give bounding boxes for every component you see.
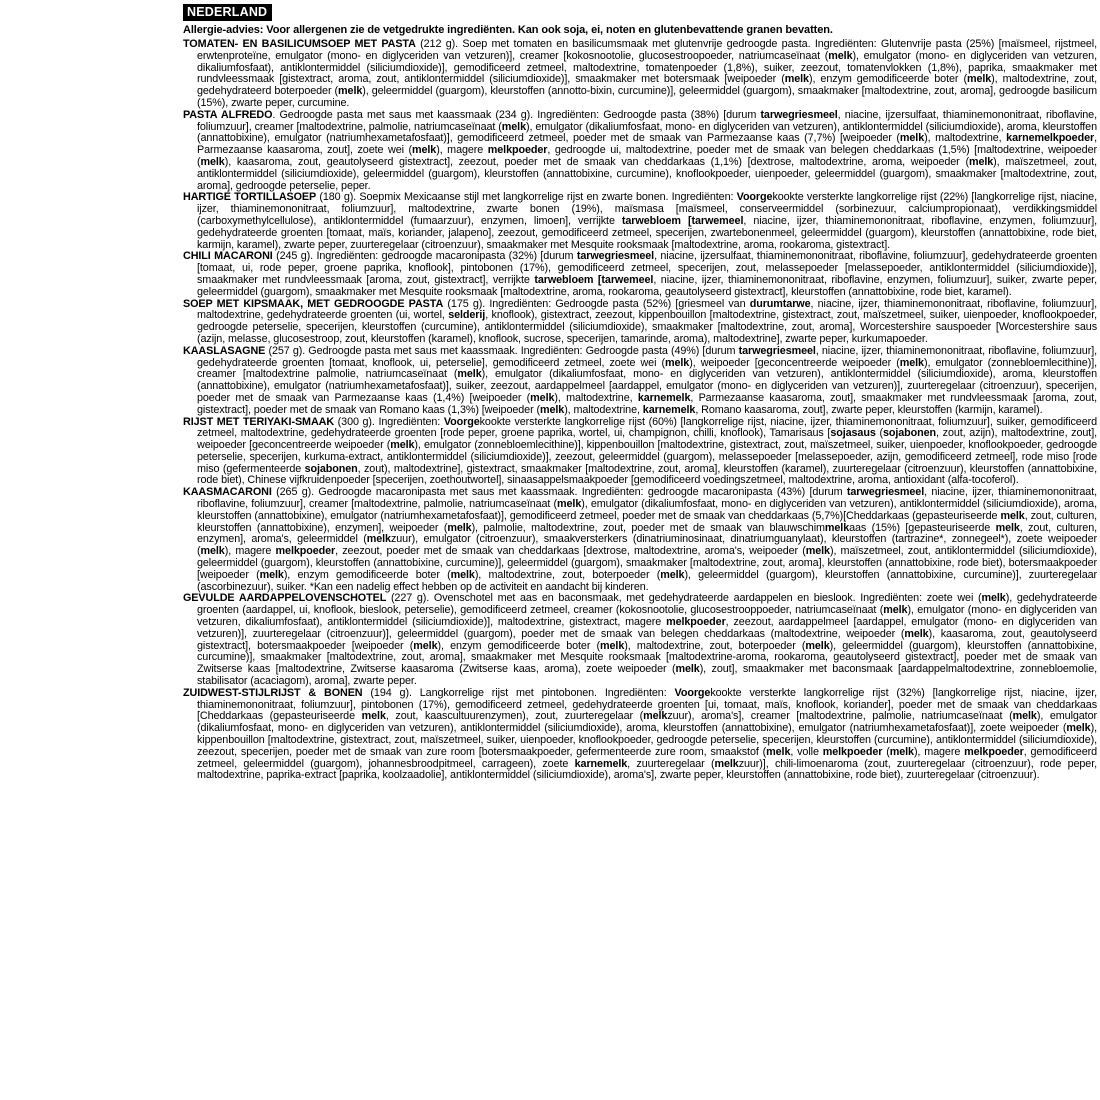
- product-name: CHILI MACARONI: [183, 250, 273, 263]
- product-ingredients: (245 g). Ingrediënten: gedroogde macaronipasta (32%) [durum tarwegriesmeel, niacine, ijzersulfaat, thiaminemononitraat, riboflavine, foliumzuur], gedehydrateerde groenten [tomaat, ui, rode peper, groene paprika, knoflook], pintobonen (17%), gemodificeerd zetmeel, specerijen, zout, melassepoeder [melassepoeder, antiklontermiddel (siliciumdioxide)], smaakmaker met rundvleessmaak [aroma, zout, gistextract], verrijkte tarwebloem [tarwemeel, niacine, ijzer, thiaminemononitraat, riboflavine, enzymen, foliumzuur], suiker, zwarte peper, geleermiddel (guargom), smaakmaker met Mesquite rooksmaak [maltodextrine, aroma, rookaroma, geautolyseerd gistextract], kleurstoffen (annattobixine, rode biet, karamel).: [197, 250, 1098, 298]
- product-ingredients: (175 g). Ingrediënten: Gedroogde pasta (52%) [griesmeel van durumtarwe, niacine, ijzer, thiaminemononitraat, riboflavine, foliumzuur], maltodextrine, gedehydrateerde groenten (ui, wortel, selderij, knoflook), gistextract, zeezout, kippenbouillon [maltodextrine, gistextract, zout, maïszetmeel, suiker, uienpoeder, knoflookpoeder, gedroogde peterselie, specerijen, kleurstoffen (curcumine), antiklontermiddel (siliciumdioxide), smaakmaker [maltodextrine, zout, aroma], Worcestershire sauspoeder [Worcestershire saus (azijn, melasse, glucosestroop, zout, kleurstoffen (karamel), knoflook, sucrose, specerijen, tamarinde, aroma), maltodextrine], zwarte peper, kurkumapoeder.: [197, 297, 1098, 345]
- product-ingredients: (265 g). Gedroogde macaronipasta met saus met kaassmaak. Ingrediënten: gedroogde macaronipasta (43%) [durum tarwegriesmeel, niacine, ijzer, thiaminemononitraat, riboflavine, foliumzuur], creamer [maltodextrine, palmolie, natriumcaseïnaat (melk), emulgator (dikaliumfosfaat, mono- en diglyceriden van vetzuren), antiklontermiddel (siliciumdioxide), aroma, kleurstoffen (annattobixine), emulgator (natriumhexametafosfaat)], gemodificeerd zetmeel, poeder met de smaak van cheddarkaas (5,7%)[Cheddarkaas (gepasteuriseerde melk, zout, culturen, kleurstoffen (annattobixine), enzymen], weipoeder (melk), palmolie, maltodextrine, zout, poeder met de smaak van blauwschimmelkaas (15%) [gepasteuriseerde melk, zout, culturen, enzymen], aroma's, geleermiddel (melkzuur), emulgator (citroenzuur), smaakversterkers (dinatriuminosinaat, dinatriumguanylaat), kleurstoffen (tartrazine*, zonnegeel*), zoete weipoeder (melk), magere melkpoeder, zeezout, poeder met de smaak van cheddarkaas [dextrose, maltodextrine, aroma's, weipoeder (melk), maïszetmeel, zout, antiklontermiddel (siliciumdioxide), geleermiddel (guargom), kleurstoffen (annattobixine, curcumine)], geleermiddel (guargom), smaakmaker [maltodextrine, zout, aroma], kleurstoffen (annattobixine, rode biet), botersmaakpoeder [weipoeder (melk), enzym gemodificeerde boter (melk), maltodextrine, zout, boterpoeder (melk), geleermiddel (guargom), kleurstoffen (annattobixine, curcumine)], zuurteregelaar (ascorbinezuur), suiker. *Kan een nadelig effect hebben op de activiteit en aandacht bij kinderen.: [197, 486, 1098, 593]
- product-section: [183, 110, 1097, 193]
- product-section: [183, 346, 1097, 417]
- product-section: [183, 299, 1097, 346]
- allergy-notice: Allergie-advies: Voor allergenen zie de vetgedrukte ingrediënten. Kan ook soja, ei, noten en glutenbevattende granen bevatten.: [183, 24, 833, 36]
- product-section: [183, 417, 1097, 488]
- product-name: SOEP MET KIPSMAAK, MET GEDROOGDE PASTA: [183, 297, 444, 310]
- product-name: HARTIGE TORTILLASOEP: [183, 191, 317, 204]
- product-section: [183, 251, 1097, 298]
- product-ingredients: (212 g). Soep met tomaten en basilicumsmaak met glutenvrije gedroogde pasta. Ingrediënten: Glutenvrije pasta (25%) [maïsmeel, rijstmeel, erwtenproteïne, emulgator (mono- en diglyceriden van vetzuren)], creamer [kokosnootolie, glucosestroopoeder, natriumcaseïnaat (melk), emulgator (mono- en diglyceriden van vetzuren, dikaliumfosfaat), antiklontermiddel (siliciumdioxide)], gemodificeerd zetmeel, maltodextrine, tomatenpoeder (1,8%), suiker, zeezout, tomatenvlokken (1,8%), paprika, smaakmaker met rundvleessmaak [gistextract, aroma, zout, antiklontermiddel (siliciumdioxide)], smaakmaker met botersmaak [weipoeder (melk), enzym gemodificeerde boter (melk), maltodextrine, zout, gedehydrateerd boterpoeder (melk), geleermiddel (guargom), kleurstoffen (annotto-bixin, curcumine)], geleermiddel (guargom), smaakmaker [maltodextrine, zout, aroma], gedroogde basilicum (15%), zwarte peper, curcumine.: [197, 38, 1098, 109]
- product-name: ZUIDWEST-STIJLRIJST & BONEN: [183, 686, 363, 699]
- product-ingredients: (300 g). Ingrediënten: Voorgekookte versterkte langkorrelige rijst (60%) [langkorrelige rijst, niacine, ijzer, thiaminemononitraat, foliumzuur], suiker, gemodificeerd zetmeel, maltodextrine, gedehydrateerde groenten [rode peper, groene paprika, wortel, ui, champignon, chilli, knoflook), Tamarisaus [sojasaus (sojabonen, zout, azijn), maltodextrine, zout], weipoeder [geconcentreerde weipoeder (melk), emulgator (zonnebloemlecithine)], kippenbouillon [maltodextrine, gistextract, zout, maïszetmeel, suiker, uienpoeder, knoflookpoeder, gedroogde peterselie, specerijen, kurkuma-extract, antiklontermiddel (siliciumdioxide)], zeezout, geleermiddel (guargom), melassepoeder [melassepoeder, azijn, gemodificeerd zetmeel], rode miso [rode miso (gefermenteerde sojabonen, zout), maltodextrine], gistextract, smaakmaker [maltodextrine, zout, aroma], kleurstoffen (karamel), zuurteregelaar (citroenzuur), kleurstoffen (annattobixine, rode biet), Chinese vijfkruidenpoeder [specerijen, zoethoutwortel], sinaasappelsmaakpoeder [gemodificeerd voedingszetmeel, maltodextrine, aroma, antioxidant (alfa-tocoferol).: [197, 415, 1098, 487]
- product-section: [183, 688, 1097, 782]
- product-ingredients: (257 g). Gedroogde pasta met saus met kaassmaak. Ingrediënten: Gedroogde pasta (49%) [durum tarwegriesmeel, niacine, ijzer, thiaminemononitraat, riboflavine, foliumzuur], gedehydrateerde groenten [tomaat, knoflook, ui, peterselie], gemodificeerd zetmeel, zoete wei (melk), weipoeder [geconcentreerde weipoeder (melk), emulgator (zonnebloemlecithine)], creamer [maltodextrine palmolie, natriumcaseïnaat (melk), emulgator (dikaliumfosfaat, mono- en diglyceriden van vetzuren), antiklontermiddel (siliciumdioxide), aroma, kleurstoffen (annattobixine), emulgator (natriumhexametafosfaat)], suiker, zeezout, aardappelmeel [aardappel, emulgator (mono- en diglyceriden van vetzuren)], zuurteregelaar (citroenzuur), specerijen, poeder met de smaak van Parmezaanse kaas (1,4%) [weipoeder (melk), maltodextrine, karnemelk, Parmezaanse kaasaroma, zout], smaakmaker met rundvleessmaak [aroma, zout, gistextract], poeder met de smaak van Romano kaas (1,3%) [weipoeder (melk), maltodextrine, karnemelk, Romano kaasaroma, zout], zwarte peper, kleurstoffen (karmijn, karamel).: [197, 344, 1097, 416]
- product-ingredients: (194 g). Langkorrelige rijst met pintobonen. Ingrediënten: Voorgekookte versterkte langkorrelige rijst (32%) [langkorrelige rijst, niacine, ijzer, thiaminemononitraat, foliumzuur], pintobonen (17%), gemodificeerd zetmeel, gedehydrateerde groenten [ui, tomaat, maïs, knoflook, koriander], poeder met de smaak van cheddarkaas [Cheddarkaas (gepasteuriseerde melk, zout, kaascultuurenzymen), zout, zuurteregelaar (melkzuur), aroma's], creamer [maltodextrine, palmolie, natriumcaseïnaat (melk), emulgator (dikaliumfosfaat, mono- en diglyceriden van vetzuren), antiklontermiddel (siliciumdioxide), aroma, kleurstoffen (annattobixine), emulgator (natriumhexametafosfaat)], zoete weipoeder (melk), kippenbouillon [maltodextrine, gistextract, zout, maïszetmeel, suiker, uienpoeder, knoflookpoeder, gedroogde peterselie, specerijen, kleurstoffen (curcumine), antiklontermiddel (siliciumdioxide), zeezout, specerijen, poeder met de smaak van zure room [botersmaakpoeder, gefermenteerde zure room, smaakstof (melk, volle melkpoeder (melk), magere melkpoeder, gemodificeerd zetmeel, geleermiddel (guargom), johannesbroodpitmeel, carrageen), zoete karnemelk, zuurteregelaar (melkzuur)], chili-limoenaroma (zout, zuurteregelaar (citroenzuur), rode peper, maltodextrine, paprika-extract [paprika, koolzaadolie], antiklontermiddel (siliciumdioxide), aroma's], zwarte peper, kleurstoffen (annattobixine, rode biet), zuurteregelaar (citroenzuur).: [197, 686, 1098, 782]
- product-name: PASTA ALFREDO: [183, 108, 273, 121]
- product-name: KAASMACARONI: [183, 486, 272, 499]
- product-name: KAASLASAGNE: [183, 344, 266, 357]
- product-section: [183, 192, 1097, 251]
- product-name: TOMATEN- EN BASILICUMSOEP MET PASTA: [183, 38, 416, 50]
- product-ingredients: (227 g). Ovenschotel met aas en baconsmaak, met gedehydrateerde aardappelen en bieslook. Ingrediënten: zoete wei (melk), gedehydrateerde groenten (aardappel, ui, knoflook, bieslook, peterselie), gemodificeerd zetmeel, creamer (kokosnootolie, glucosestrooppoeder, natriumcaseïnaat (melk), emulgator (mono- en diglyceriden van vetzuren, dikaliumfosfaat), antiklontermiddel (siliciumdioxide)], maltodextrine, gistextract, magere melkpoeder, zeezout, aardappelmeel [aardappel, emulgator (mono- en diglyceriden van vetzuren)], zuurteregelaar (citroenzuur)], geleermiddel (guargom), poeder met de smaak van belegen cheddarkaas (maltodextrine, weipoeder (melk), kaasaroma, zout, geautolyseerd gistextract], botersmaakpoeder [weipoeder (melk), enzym gemodificeerde boter (melk), maltodextrine, zout, boterpoeder (melk), geleermiddel (guargom), kleurstoffen (annattobixine, curcumine)], smaakmaker [maltodextrine, zout, aroma], smaakmaker met Mesquite rooksmaak [maltodextrine-aroma, rookaroma, geautolyseerd gistextract], poeder met de smaak van Zwitserse kaas [maltodextrine, Zwitserse kaasaroma (Zwitserse kaas, aroma), zoete weipoeder (melk), zout], smaakmaker met baconsmaak [aardappelmaltodextrine, zonnebloemolie, stabilisator (acaciagom), aroma], zwarte peper.: [197, 592, 1098, 688]
- country-badge-row: [183, 3, 1097, 21]
- ingredient-label: [183, 3, 1097, 782]
- product-ingredients: . Gedroogde pasta met saus met kaassmaak (234 g). Ingrediënten: Gedroogde pasta (38%) [durum tarwegriesmeel, niacine, ijzersulfaat, thiaminemononitraat, riboflavine, foliumzuur], creamer [maltodextrine, palmolie, natriumcaseïnaat (melk), emulgator (dikaliumfosfaat, mono- en diglyceriden van vetzuren), antiklontermiddel (siliciumdioxide), aroma, kleurstoffen (annattobixine), emulgator (natriumhexametafosfaat)], gemodificeerd zetmeel, poeder met de smaak van Parmezaanse kaas (7,7%) [weipoeder (melk), maltodextrine, karnemelkpoeder, Parmezaanse kaasaroma, zout], zoete wei (melk), magere melkpoeder, gedroogde ui, maltodextrine, poeder met de smaak van belegen cheddarkaas (1,5%) [maltodextrine, weipoeder (melk), kaasaroma, zout, geautolyseerd gistextract], zeezout, poeder met de smaak van cheddarkaas (1,1%) [dextrose, maltodextrine, aroma, weipoeder (melk), maïszetmeel, zout, antiklontermiddel (siliciumdioxide), geleermiddel (guargom), kleurstoffen (annattobixine, curcumine), knoflookpoeder, uienpoeder, geleermiddel (guargom), smaakmaker [maltodextrine, zout, aroma], gedroogde peterselie, peper.: [197, 108, 1098, 192]
- product-ingredients: (180 g). Soepmix Mexicaanse stijl met langkorrelige rijst en zwarte bonen. Ingrediënten: Voorgekookte versterkte langkorrelige rijst (22%) [langkorrelige rijst, niacine, ijzer, thiaminemononitraat, foliumzuur], maltodextrine, zwarte bonen (19%), maïsmasa [maïsmeel, conserveermiddel (sorbinezuur, calciumpropionaat), verdikkingsmiddel (carboxymethylcellulose), antiklontermiddel (fumaarzuur), enzymen, limoen], verrijkte tarwebloem [tarwemeel, niacine, ijzer, thiaminemononitraat, riboflavine, enzymen, foliumzuur], gedehydrateerde groenten [tomaat, maïs, koriander, jalapeno], zeezout, gemodificeerd zetmeel, specerijen, zwartebonenmeel, geleermiddel (guargom), kleurstoffen (annattobixine, rode biet, karmijn, karamel), zwarte peper, zuurteregelaar (citroenzuur), smaakmaker met Mesquite rooksmaak [maltodextrine, aroma, rookaroma, gistextract].: [197, 191, 1098, 251]
- product-section: [183, 39, 1097, 110]
- product-section: [183, 593, 1097, 687]
- product-name: RIJST MET TERIYAKI-SMAAK: [183, 415, 335, 428]
- country-badge: NEDERLAND: [183, 4, 272, 21]
- product-section: [183, 487, 1097, 593]
- product-list: [183, 39, 1097, 782]
- product-name: GEVULDE AARDAPPELOVENSCHOTEL: [183, 592, 387, 605]
